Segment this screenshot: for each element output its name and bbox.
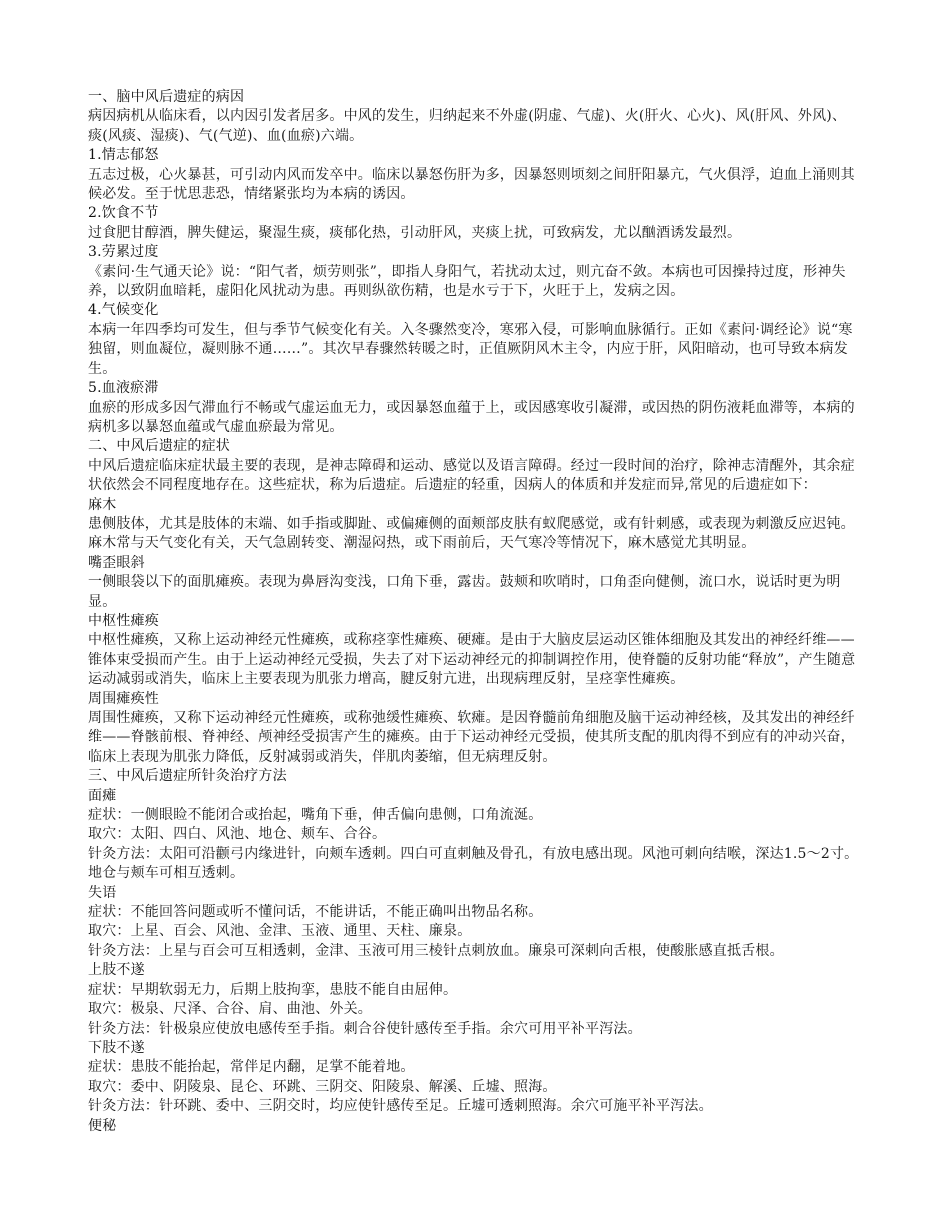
paragraph: 周围性瘫痪，又称下运动神经元性瘫痪，或称弛缓性瘫痪、软瘫。是因脊髓前角细胞及脑干运动神经核，及其发出的神经纤维——脊骸前根、脊神经、颅神经受损害产生的瘫痪。由于下运动神经元受损，使其所支配的肌肉得不到应有的冲动兴奋，临床上表现为肌张力降低，反射减弱或消失，伴肌肉萎缩，但无病理反射。	[88, 710, 855, 765]
subsection-title: 下肢不遂	[88, 1039, 145, 1056]
section-title: 一、脑中风后遗症的病因	[88, 89, 245, 105]
subsection-title: 麻木	[88, 496, 117, 513]
acupoint-line: 取穴：极泉、尺泽、合谷、肩、曲池、外关。	[88, 1001, 372, 1018]
subsection-title: 3.劳累过度	[88, 244, 159, 261]
acupoint-line: 取穴：上星、百会、风池、金津、玉液、通里、天柱、廉泉。	[88, 923, 472, 940]
symptom-line: 症状：患肢不能抬起，常伴足内翻，足掌不能着地。	[88, 1059, 415, 1076]
subsection-title: 4.气候变化	[88, 302, 159, 319]
paragraph: 一侧眼袋以下的面肌瘫痪。表现为鼻唇沟变浅，口角下垂，露齿。鼓颊和吹哨时，口角歪向健侧，流口水，说话时更为明显。	[88, 574, 841, 610]
paragraph: 《素问·生气通天论》说：“阳气者，烦劳则张”，即指人身阳气，若扰动太过，则亢奋不敛。本病也可因操持过度，形神失养，以致阴血暗耗，虚阳化风扰动为患。再则纵欲伤精，也是水亏于下，火旺于上，发病之因。	[88, 263, 846, 300]
subsection-title: 面瘫	[88, 787, 117, 804]
paragraph: 过食肥甘醇酒，脾失健运，聚湿生痰，痰郁化热，引动肝风，夹痰上扰，可致病发，尤以酗酒诱发最烈。	[88, 224, 742, 241]
symptom-line: 症状：一侧眼睑不能闭合或抬起，嘴角下垂，伸舌偏向患侧，口角流涎。	[88, 807, 543, 824]
acupoint-line: 取穴：委中、阴陵泉、昆仑、环跳、三阴交、阳陵泉、解溪、丘墟、照海。	[88, 1078, 557, 1095]
paragraph: 患侧肢体，尤其是肢体的末端、如手指或脚趾、或偏瘫侧的面颊部皮肤有蚁爬感觉，或有针刺感，或表现为刺激反应迟钝。麻木常与天气变化有关，天气急剧转变、潮湿闷热，或下雨前后，天气寒冷等情况下，麻木感觉尤其明显。	[88, 515, 855, 552]
subsection-title: 嘴歪眼斜	[88, 554, 145, 571]
document-body	[88, 88, 860, 1136]
method-line: 针灸方法：针环跳、委中、三阴交时，均应使针感传至足。丘墟可透刺照海。余穴可施平补平泻法。	[88, 1098, 713, 1115]
subsection-title: 2.饮食不节	[88, 205, 159, 222]
method-line: 针灸方法：针极泉应使放电感传至手指。刺合谷使针感传至手指。余穴可用平补平泻法。	[88, 1020, 642, 1037]
subsection-title: 便秘	[88, 1117, 117, 1134]
paragraph: 血瘀的形成多因气滞血行不畅或气虚运血无力，或因暴怒血蕴于上，或因感寒收引凝滞，或因热的阴伤液耗血滞等，本病的病机多以暴怒血蕴或气虚血瘀最为常见。	[88, 399, 855, 435]
acupoint-line: 取穴：太阳、四白、风池、地仓、颊车、合谷。	[88, 826, 387, 843]
paragraph: 本病一年四季均可发生，但与季节气候变化有关。入冬骤然变冷，寒邪入侵，可影响血脉循行。正如《素问·调经论》说“寒独留，则血凝位，凝则脉不通……”。其次早春骤然转暖之时，正值厥阴风木主令，内应于肝，风阳暗动，也可导致本病发生。	[88, 321, 853, 377]
symptom-line: 症状：早期软弱无力，后期上肢拘挛，患肢不能自由屈伸。	[88, 981, 458, 998]
paragraph: 病因病机从临床看，以内因引发者居多。中风的发生，归纳起来不外虚(阴虚、气虚)、火(肝火、心火)、风(肝风、外风)、痰(风痰、湿痰)、气(气逆)、血(血瘀)六端。	[88, 108, 847, 144]
subsection-title: 上肢不遂	[88, 962, 145, 979]
method-line: 针灸方法：太阳可沿颧弓内缘进针，向颊车透刺。四白可直刺触及骨孔，有放电感出现。风池可刺向结喉，深达1.5～2寸。地仓与颊车可相互透刺。	[88, 845, 859, 882]
subsection-title: 5.血液瘀滞	[88, 380, 159, 397]
subsection-title: 周围瘫痪性	[88, 690, 159, 707]
paragraph: 中枢性瘫痪，又称上运动神经元性瘫痪，或称痉挛性瘫痪、硬瘫。是由于大脑皮层运动区锥体细胞及其发出的神经纤维——锥体束受损而产生。由于上运动神经元受损，失去了对下运动神经元的抑制调控作用，使脊髓的反射功能“释放”，产生随意运动减弱或消失，临床上主要表现为肌张力增高，腱反射亢进，出现病理反射，呈痉挛性瘫痪。	[88, 632, 856, 688]
section-title: 二、中风后遗症的症状	[88, 438, 230, 455]
section-title: 三、中风后遗症所针灸治疗方法	[88, 768, 287, 785]
subsection-title: 1.情志郁怒	[88, 147, 159, 164]
paragraph: 五志过极，心火暴甚，可引动内风而发卒中。临床以暴怒伤肝为多，因暴怒则顷刻之间肝阳暴亢，气火俱浮，迫血上涌则其候必发。至于忧思悲恐，情绪紧张均为本病的诱因。	[88, 166, 855, 203]
paragraph: 中风后遗症临床症状最主要的表现，是神志障碍和运动、感觉以及语言障碍。经过一段时间的治疗，除神志清醒外，其余症状依然会不同程度地存在。这些症状，称为后遗症。后遗症的轻重，因病人的体质和并发症而异,常见的后遗症如下：	[88, 457, 855, 494]
subsection-title: 失语	[88, 884, 117, 901]
subsection-title: 中枢性瘫痪	[88, 612, 159, 629]
method-line: 针灸方法：上星与百会可互相透刺，金津、玉液可用三棱针点刺放血。廉泉可深刺向舌根，使酸胀感直抵舌根。	[88, 942, 784, 959]
symptom-line: 症状：不能回答问题或听不懂问话，不能讲话，不能正确叫出物品名称。	[88, 904, 543, 921]
